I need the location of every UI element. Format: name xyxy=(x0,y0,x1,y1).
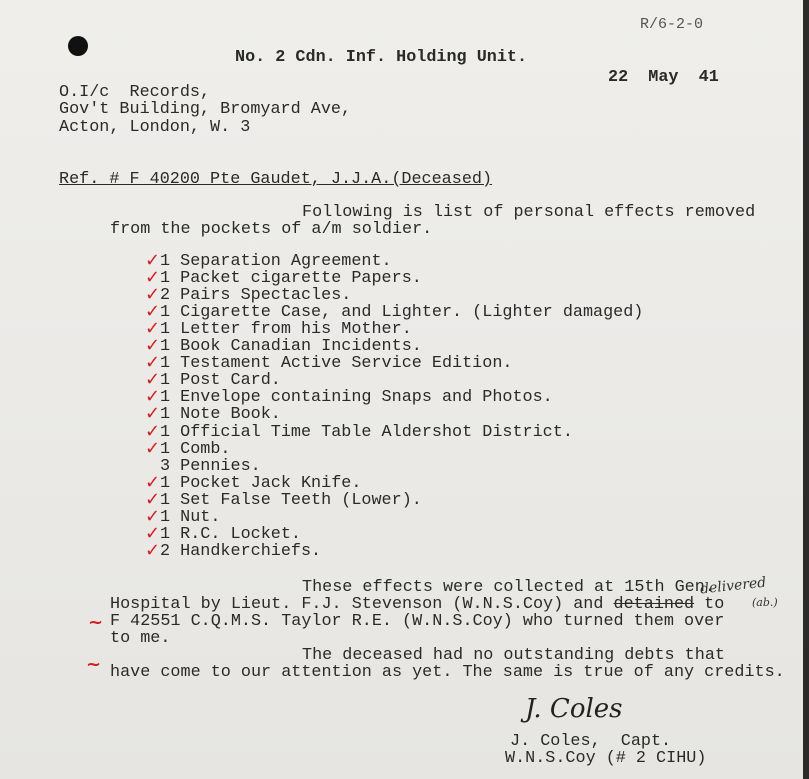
red-check-mark-icon: ✓ xyxy=(145,335,161,357)
red-mark: ~ xyxy=(88,612,104,633)
reference-line: Ref. # F 40200 Pte Gaudet, J.J.A.(Deceased) xyxy=(59,170,493,189)
para1-line-3: F 42551 C.Q.M.S. Taylor R.E. (W.N.S.Coy) who turned them over xyxy=(110,612,725,631)
list-item: 1 Official Time Table Aldershot District. xyxy=(160,422,573,442)
list-item: 1 Set False Teeth (Lower). xyxy=(160,490,422,510)
para1-text: to xyxy=(694,595,725,614)
list-item: 2 Pairs Spectacles. xyxy=(160,286,352,306)
para1-line-4: to me. xyxy=(110,629,171,648)
list-item: 1 Note Book. xyxy=(160,405,281,425)
intro-line-1: Following is list of personal effects removed xyxy=(302,203,756,222)
list-item: 1 Pocket Jack Knife. xyxy=(160,473,362,493)
letter-date: 22 May 41 xyxy=(608,68,719,87)
list-item: 1 Cigarette Case, and Lighter. (Lighter damaged) xyxy=(160,303,644,323)
para2-line-1: The deceased had no outstanding debts that xyxy=(302,646,725,665)
red-check-mark-icon: ✓ xyxy=(145,471,161,493)
signature-unit: W.N.S.Coy (# 2 CIHU) xyxy=(505,749,707,768)
file-reference: R/6-2-0 xyxy=(640,16,704,33)
page-edge xyxy=(803,0,809,779)
red-check-mark-icon: ✓ xyxy=(145,318,161,340)
list-item: 1 Separation Agreement. xyxy=(160,252,392,271)
list-item: 1 Testament Active Service Edition. xyxy=(160,354,513,374)
address-line-1: O.I/c Records, xyxy=(59,83,211,102)
signature-name: J. Coles, Capt. xyxy=(510,732,672,751)
red-check-mark-icon: ✓ xyxy=(145,403,161,425)
unit-header: No. 2 Cdn. Inf. Holding Unit. xyxy=(235,48,528,67)
red-check-mark-icon: ✓ xyxy=(145,284,161,306)
list-item: 2 Handkerchiefs. xyxy=(160,541,322,561)
red-mark: ~ xyxy=(86,654,102,675)
red-check-mark-icon: ✓ xyxy=(145,505,161,527)
red-check-mark-icon: ✓ xyxy=(145,352,161,374)
list-item: 1 Letter from his Mother. xyxy=(160,320,412,340)
struck-word: detained xyxy=(613,595,695,614)
red-check-mark-icon: ✓ xyxy=(145,539,161,561)
list-item: 1 Envelope containing Snaps and Photos. xyxy=(160,388,553,408)
address-line-2: Gov't Building, Bromyard Ave, xyxy=(59,100,352,119)
red-check-mark-icon: ✓ xyxy=(145,420,161,442)
para1-line-1: These effects were collected at 15th Gen. xyxy=(302,578,715,597)
red-check-mark-icon: ✓ xyxy=(145,369,161,391)
para1-line-2 xyxy=(110,596,724,613)
list-item: 1 Post Card. xyxy=(160,371,281,391)
red-check-mark-icon: ✓ xyxy=(145,488,161,510)
list-item: 1 Packet cigarette Papers. xyxy=(160,269,422,289)
list-item: 3 Pennies. xyxy=(160,456,261,476)
handwritten-initials: (ab.) xyxy=(752,596,778,609)
para1-text: Hospital by Lieut. F.J. Stevenson (W.N.S.Coy) and xyxy=(110,595,614,614)
list-item: 1 Book Canadian Incidents. xyxy=(160,337,422,357)
red-check-mark-icon: ✓ xyxy=(145,386,161,408)
intro-line-2: from the pockets of a/m soldier. xyxy=(110,220,433,239)
handwritten-signature: J. Coles xyxy=(525,694,623,724)
red-check-mark-icon: ✓ xyxy=(145,250,161,271)
para2-line-2: have come to our attention as yet. The same is true of any credits. xyxy=(110,663,785,682)
punch-hole xyxy=(68,36,88,56)
red-check-mark-icon: ✓ xyxy=(145,522,161,544)
red-check-mark-icon: ✓ xyxy=(145,437,161,459)
list-item: 1 Comb. xyxy=(160,439,231,459)
handwritten-insert: delivered xyxy=(699,574,767,598)
red-check-mark-icon: ✓ xyxy=(145,301,161,323)
list-item: 1 Nut. xyxy=(160,507,221,527)
red-check-mark-icon: ✓ xyxy=(145,267,161,289)
list-item: 1 R.C. Locket. xyxy=(160,524,301,544)
address-line-3: Acton, London, W. 3 xyxy=(59,118,251,137)
